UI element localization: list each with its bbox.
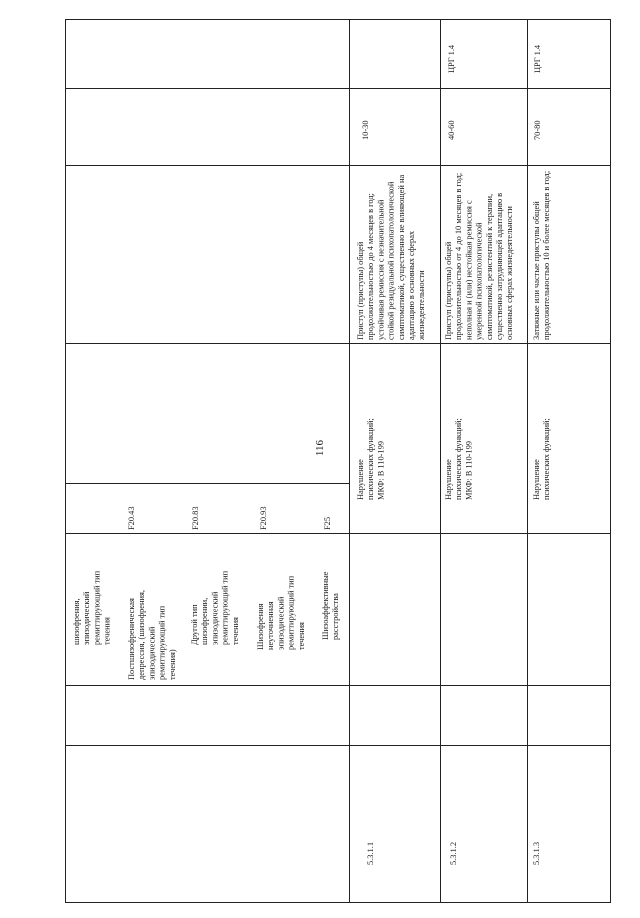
icd-code: F20.43: [127, 506, 136, 530]
col-divider: [65, 533, 611, 534]
note-text: ЦРГ 1.4: [447, 44, 456, 73]
row-code: 5.3.1.3: [532, 841, 541, 865]
percent-value: 70-80: [533, 120, 542, 140]
criteria-text: Затяжные или частые приступы общей продолжительностью 10 и более месяцев в год;: [532, 170, 552, 340]
row-divider: [440, 19, 441, 903]
col-divider: [65, 165, 611, 166]
percent-value: 40-60: [447, 120, 456, 140]
icd-code: F20.83: [191, 506, 200, 530]
col-divider: [65, 343, 611, 344]
criteria-text: Приступ (приступы) общей продолжительностью до 4 месяцев в год; устойчивая ремиссия с незначительной стойкой резидуальной психопатологической симптоматикой, существенно не влияющей на адаптацию в основных сферах жизнедеятельности: [356, 174, 427, 340]
diagnosis-name: Постшизофреническая депрессия, (шизофрения, эпизодический ремиттирующий тип течения): [127, 590, 177, 680]
impairment-text: Нарушение психических функций; МКФ: В 110-199: [444, 418, 474, 500]
diagnosis-name: шизофрения, эпизодический ремиттирующий тип течения: [72, 570, 112, 645]
impairment-text: Нарушение психических функций;: [532, 418, 552, 500]
page-number: 116: [314, 440, 326, 457]
icd-code: F20.93: [259, 506, 268, 530]
icd-code: F25: [323, 516, 332, 530]
diagnosis-name: Другой тип шизофрении, эпизодический ремиттирующий тип течения: [190, 570, 240, 645]
col-divider: [65, 685, 611, 686]
col-divider: [65, 483, 349, 484]
row-divider: [349, 19, 350, 903]
diagnosis-name: Шизоаффективные расстройства: [321, 571, 341, 640]
impairment-text: Нарушение психических функций; МКФ: В 110-199: [356, 418, 386, 500]
col-divider: [65, 745, 611, 746]
diagnosis-name: Шизофрения неуточненная эпизодический ремиттирующий тип течения: [256, 575, 306, 650]
col-divider: [65, 88, 611, 89]
table-frame: [65, 19, 611, 903]
row-code: 5.3.1.1: [366, 841, 375, 865]
criteria-text: Приступ (приступы) общей продолжительностью от 4 до 10 месяцев в год; неполная и (или) нестойкая ремиссия с умеренной психопатологической симптоматикой, резистентной к терапии, существенно затрудняющей адаптацию в основных сферах жизнедеятельности: [444, 172, 515, 340]
percent-value: 10-30: [361, 120, 370, 140]
row-code: 5.3.1.2: [449, 841, 458, 865]
row-divider: [527, 19, 528, 903]
note-text: ЦРГ 1.4: [533, 44, 542, 73]
